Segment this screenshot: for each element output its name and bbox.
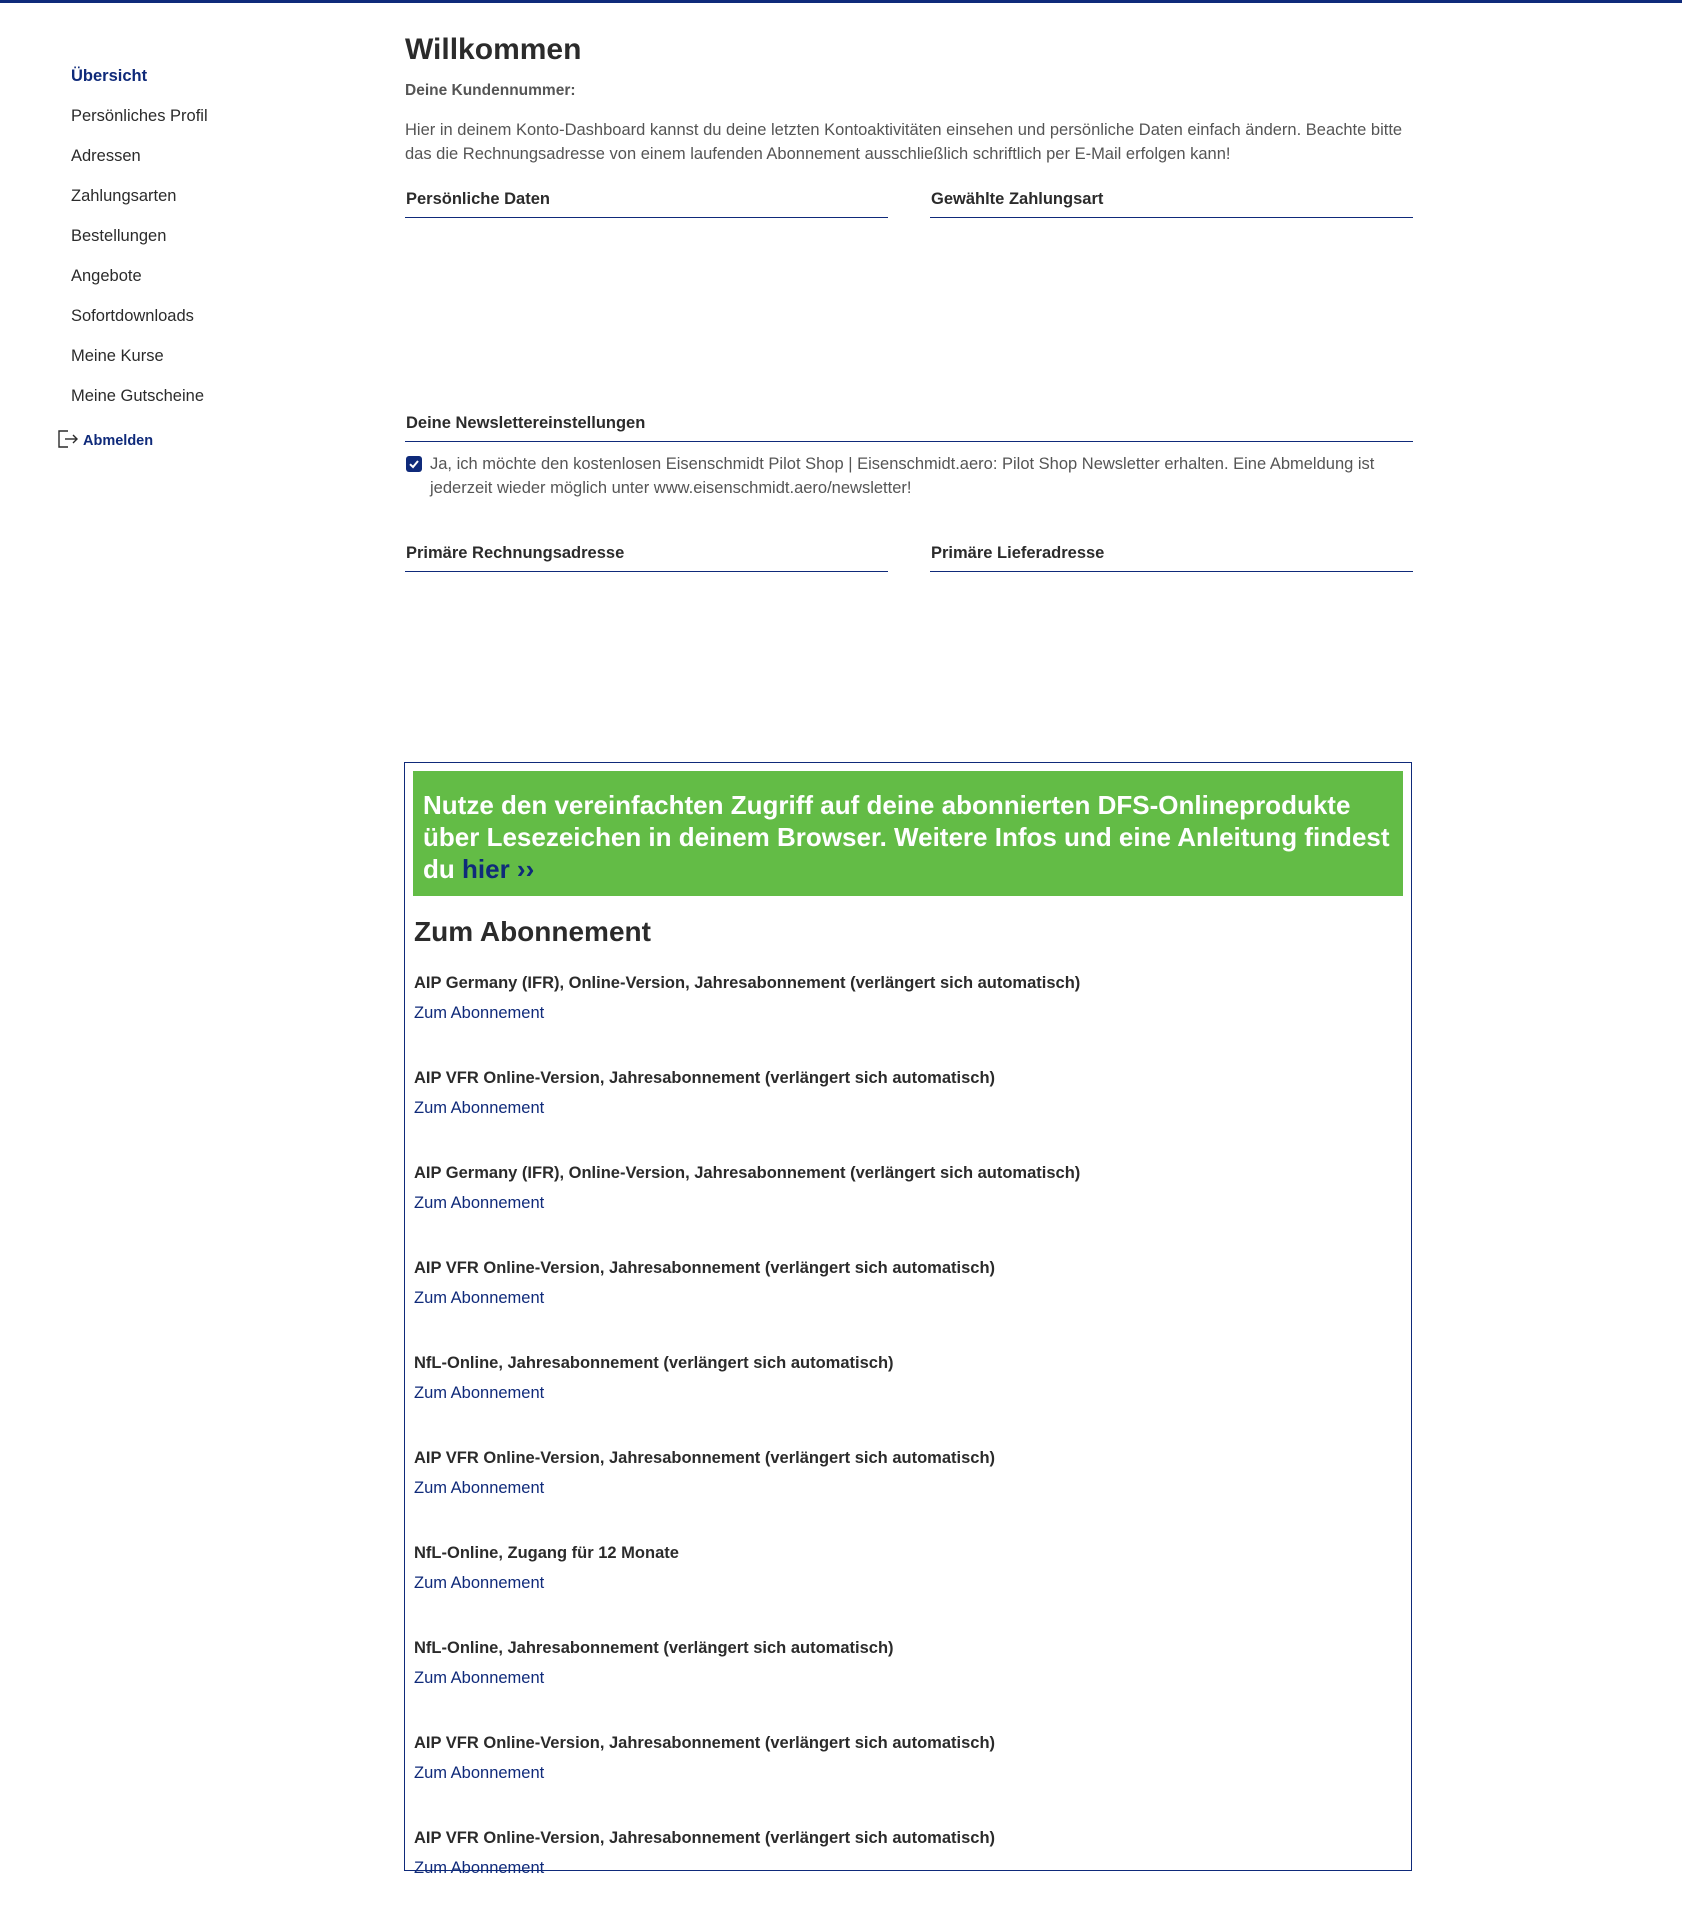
subscription-name: NfL-Online, Zugang für 12 Monate	[414, 1544, 679, 1562]
newsletter-option	[405, 452, 1413, 500]
subscription-name: AIP VFR Online-Version, Jahresabonnement (verlängert sich automatisch)	[414, 1069, 996, 1087]
subscription-item	[414, 1637, 1411, 1732]
subscription-item	[414, 1732, 1411, 1827]
subscription-link[interactable]: Zum Abonnement	[414, 1289, 545, 1307]
payment-section	[930, 190, 1413, 218]
subscription-name: AIP VFR Online-Version, Jahresabonnement (verlängert sich automatisch)	[414, 1829, 996, 1847]
subscription-list	[414, 972, 1411, 1922]
newsletter-consent-text: Ja, ich möchte den kostenlosen Eisenschmidt Pilot Shop | Eisenschmidt.aero: Pilot Shop Newsletter erhalten. Eine Abmeldung ist jederzeit wieder möglich unter www.eisenschmidt.aero/newsletter!	[430, 455, 1375, 497]
sidebar-item-adressen[interactable]: Adressen	[71, 147, 141, 165]
logout-label: Abmelden	[83, 433, 154, 449]
sidebar-item-gutscheine[interactable]: Meine Gutscheine	[71, 387, 204, 405]
personal-data-section	[405, 190, 888, 218]
newsletter-section	[405, 414, 1413, 500]
subscription-item	[414, 1162, 1411, 1257]
shipping-address-section	[930, 544, 1413, 572]
subscription-item	[414, 1542, 1411, 1637]
top-accent-bar	[0, 0, 1682, 3]
newsletter-heading: Deine Newslettereinstellungen	[405, 414, 1413, 442]
billing-address-heading: Primäre Rechnungsadresse	[405, 544, 888, 572]
subscription-link[interactable]: Zum Abonnement	[414, 1099, 545, 1117]
subscriptions-box	[404, 762, 1412, 1877]
subscription-name: AIP VFR Online-Version, Jahresabonnement (verlängert sich automatisch)	[414, 1449, 996, 1467]
sidebar-item-kurse[interactable]: Meine Kurse	[71, 347, 164, 365]
info-row-2	[405, 544, 1413, 572]
account-sidebar	[56, 66, 336, 454]
billing-address-section	[405, 544, 888, 572]
bookmark-info-banner	[413, 771, 1403, 896]
subscription-link[interactable]: Zum Abonnement	[414, 1574, 545, 1592]
subscription-name: AIP Germany (IFR), Online-Version, Jahresabonnement (verlängert sich automatisch)	[414, 1164, 1081, 1182]
subscription-link[interactable]: Zum Abonnement	[414, 1004, 545, 1022]
info-row-1	[405, 190, 1413, 218]
banner-link[interactable]: hier ››	[462, 854, 535, 884]
subscription-item	[414, 1352, 1411, 1447]
subscription-link[interactable]: Zum Abonnement	[414, 1194, 545, 1212]
banner-text: Nutze den vereinfachten Zugriff auf deine abonnierten DFS-Onlineprodukte über Lesezeichen in deinem Browser. Weitere Infos und eine Anleitung findest du	[423, 790, 1390, 884]
subscription-name: NfL-Online, Jahresabonnement (verlängert sich automatisch)	[414, 1639, 894, 1657]
customer-number-label: Deine Kundennummer:	[405, 82, 576, 99]
subscription-item	[414, 1827, 1411, 1922]
subscription-item	[414, 972, 1411, 1067]
subscription-link[interactable]: Zum Abonnement	[414, 1669, 545, 1687]
subscription-item	[414, 1067, 1411, 1162]
newsletter-checkbox[interactable]	[406, 456, 422, 472]
check-icon	[408, 458, 420, 470]
subscription-link[interactable]: Zum Abonnement	[414, 1859, 545, 1877]
subscription-name: AIP VFR Online-Version, Jahresabonnement (verlängert sich automatisch)	[414, 1734, 996, 1752]
subscription-item	[414, 1257, 1411, 1352]
sidebar-item-sofortdownloads[interactable]: Sofortdownloads	[71, 307, 194, 325]
subscription-name: AIP Germany (IFR), Online-Version, Jahresabonnement (verlängert sich automatisch)	[414, 974, 1081, 992]
logout-icon	[56, 428, 83, 454]
subscriptions-title: Zum Abonnement	[414, 916, 651, 947]
shipping-address-heading: Primäre Lieferadresse	[930, 544, 1413, 572]
sidebar-item-uebersicht[interactable]: Übersicht	[71, 67, 148, 85]
sidebar-item-zahlungsarten[interactable]: Zahlungsarten	[71, 187, 177, 205]
subscription-name: NfL-Online, Jahresabonnement (verlängert sich automatisch)	[414, 1354, 894, 1372]
subscription-link[interactable]: Zum Abonnement	[414, 1764, 545, 1782]
sidebar-item-angebote[interactable]: Angebote	[71, 267, 142, 285]
dashboard-intro: Hier in deinem Konto-Dashboard kannst du deine letzten Kontoaktivitäten einsehen und persönliche Daten einfach ändern. Beachte bitte das die Rechnungsadresse von einem laufenden Abonnement ausschließlich schriftlich per E-Mail erfolgen kann!	[405, 121, 1403, 163]
account-main	[405, 30, 1415, 572]
subscription-link[interactable]: Zum Abonnement	[414, 1479, 545, 1497]
subscription-name: AIP VFR Online-Version, Jahresabonnement (verlängert sich automatisch)	[414, 1259, 996, 1277]
logout-button[interactable]	[56, 428, 336, 454]
payment-heading: Gewählte Zahlungsart	[930, 190, 1413, 218]
subscription-item	[414, 1447, 1411, 1542]
subscription-link[interactable]: Zum Abonnement	[414, 1384, 545, 1402]
sidebar-item-bestellungen[interactable]: Bestellungen	[71, 227, 167, 245]
page-title: Willkommen	[405, 33, 582, 66]
personal-data-heading: Persönliche Daten	[405, 190, 888, 218]
sidebar-item-profil[interactable]: Persönliches Profil	[71, 107, 208, 125]
